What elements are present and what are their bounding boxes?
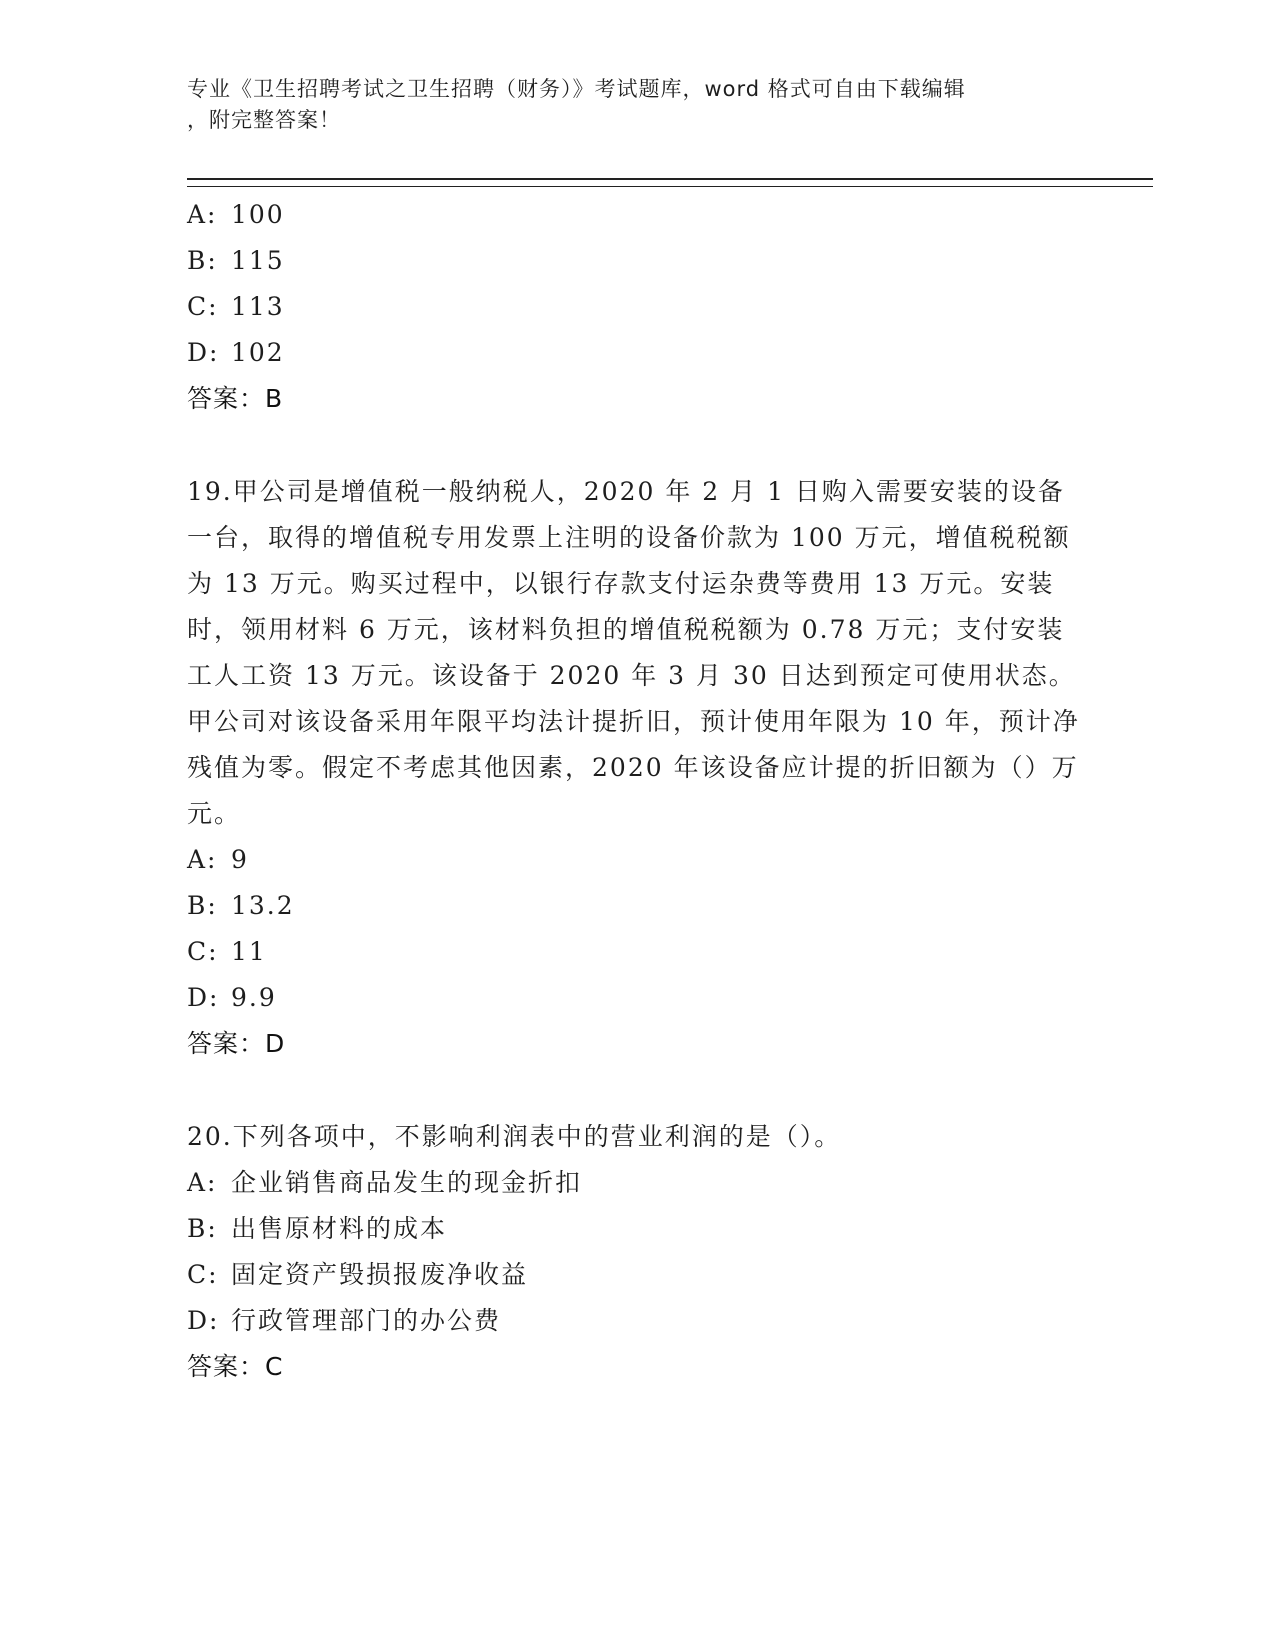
option-key: A: bbox=[187, 1168, 218, 1197]
option-key: C: bbox=[187, 292, 219, 321]
question-content bbox=[187, 192, 1087, 1390]
option-key: C: bbox=[187, 1260, 219, 1289]
option-text: 11 bbox=[231, 937, 267, 966]
option-b bbox=[187, 1206, 1087, 1252]
question-text: 20.下列各项中，不影响利润表中的营业利润的是（）。 bbox=[187, 1122, 842, 1151]
answer-label: 答案：B bbox=[187, 384, 284, 413]
question-19 bbox=[187, 469, 1087, 1067]
option-key: D: bbox=[187, 983, 220, 1012]
spacer bbox=[187, 1067, 1087, 1114]
question-18 bbox=[187, 192, 1087, 422]
option-text: 出售原材料的成本 bbox=[231, 1214, 448, 1243]
question-20 bbox=[187, 1114, 1087, 1390]
option-text: 100 bbox=[231, 200, 285, 229]
option-text: 9 bbox=[231, 845, 249, 874]
option-text: 企业销售商品发生的现金折扣 bbox=[231, 1168, 583, 1197]
option-d bbox=[187, 1298, 1087, 1344]
option-key: A: bbox=[187, 200, 218, 229]
option-key: B: bbox=[187, 246, 218, 275]
answer-label: 答案：C bbox=[187, 1352, 284, 1381]
option-key: C: bbox=[187, 937, 219, 966]
option-b bbox=[187, 238, 1087, 284]
option-text: 9.9 bbox=[231, 983, 277, 1012]
option-a bbox=[187, 1160, 1087, 1206]
option-a bbox=[187, 192, 1087, 238]
option-text: 固定资产毁损报废净收益 bbox=[231, 1260, 529, 1289]
option-d bbox=[187, 975, 1087, 1021]
option-text: 13.2 bbox=[231, 891, 295, 920]
option-key: B: bbox=[187, 891, 218, 920]
option-c bbox=[187, 284, 1087, 330]
option-text: 113 bbox=[231, 292, 285, 321]
option-text: 115 bbox=[231, 246, 285, 275]
header-divider bbox=[187, 178, 1153, 187]
option-text: 102 bbox=[231, 338, 285, 367]
header-title-line-1: 专业《卫生招聘考试之卫生招聘（财务）》考试题库，word 格式可自由下载编辑 bbox=[187, 77, 966, 101]
option-key: A: bbox=[187, 845, 218, 874]
option-c bbox=[187, 929, 1087, 975]
header-title-line-2: ，附完整答案！ bbox=[187, 108, 341, 132]
option-c bbox=[187, 1252, 1087, 1298]
option-a bbox=[187, 837, 1087, 883]
option-key: B: bbox=[187, 1214, 218, 1243]
option-b bbox=[187, 883, 1087, 929]
page-header bbox=[187, 74, 1087, 136]
option-text: 行政管理部门的办公费 bbox=[231, 1306, 502, 1335]
answer-label: 答案：D bbox=[187, 1029, 286, 1058]
spacer bbox=[187, 422, 1087, 469]
option-key: D: bbox=[187, 338, 220, 367]
option-key: D: bbox=[187, 1306, 220, 1335]
option-d bbox=[187, 330, 1087, 376]
question-text: 19.甲公司是增值税一般纳税人，2020 年 2 月 1 日购入需要安装的设备一台，取得的增值税专用发票上注明的设备价款为 100 万元，增值税税额为 13 万元。购买过程中，以银行存款支付运杂费等费用 13 万元。安装时，领用材料 6 万元，该材料负担的增值税税额为 0.78 万元；支付安装工人工资 13 万元。该设备于 2020 年 3 月 30 日达到预定可使用状态。甲公司对该设备采用年限平均法计提折旧，预计使用年限为 10 年，预计净残值为零。假定不考虑其他因素，2020 年该设备应计提的折旧额为（）万元。 bbox=[187, 477, 1080, 828]
